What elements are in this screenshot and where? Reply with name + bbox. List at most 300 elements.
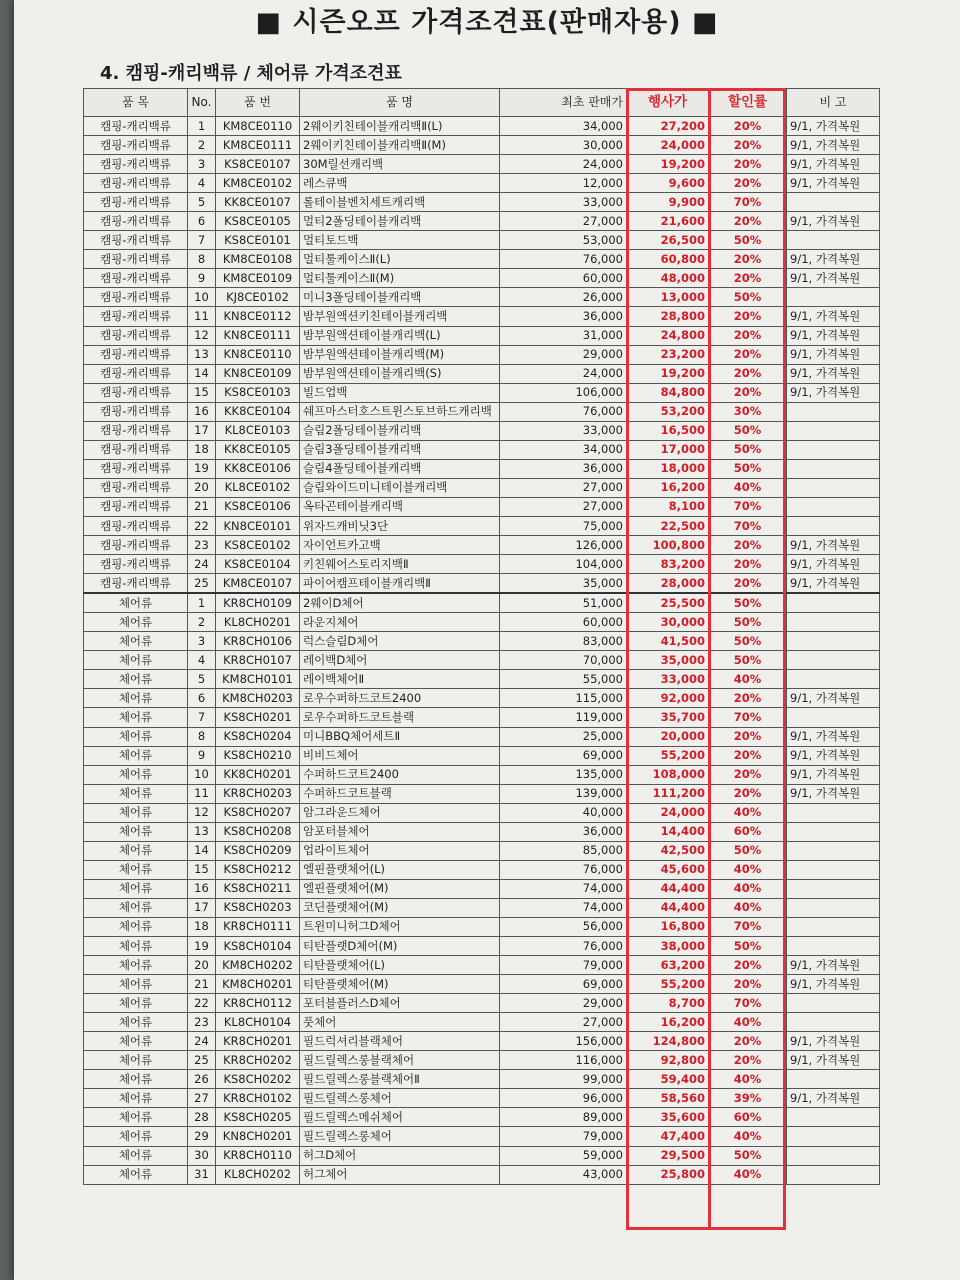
event-price-cell: 44,400 (627, 898, 709, 917)
discount-rate-cell: 40% (709, 1127, 787, 1146)
no-cell: 2 (188, 136, 216, 155)
code-cell: KR8CH0202 (216, 1051, 300, 1070)
code-cell: KS8CH0204 (216, 727, 300, 746)
product-name-cell: 럭스슬림D체어 (300, 632, 500, 651)
discount-rate-cell: 50% (709, 632, 787, 651)
category-cell: 체어류 (84, 1146, 188, 1165)
event-price-cell: 111,200 (627, 784, 709, 803)
product-name-cell: 레이백체어Ⅱ (300, 670, 500, 689)
no-cell: 11 (188, 784, 216, 803)
no-cell: 13 (188, 822, 216, 841)
product-name-cell: 슬림와이드미니테이블캐리백 (300, 478, 500, 497)
code-cell: KL8CE0103 (216, 421, 300, 440)
discount-rate-cell: 20% (709, 250, 787, 269)
product-name-cell: 옥타곤테이블캐리백 (300, 497, 500, 516)
no-cell: 29 (188, 1127, 216, 1146)
note-cell (787, 670, 880, 689)
no-cell: 6 (188, 212, 216, 231)
no-cell: 26 (188, 1070, 216, 1089)
note-cell: 9/1, 가격복원 (787, 555, 880, 574)
code-cell: KS8CH0211 (216, 879, 300, 898)
discount-rate-cell: 50% (709, 1146, 787, 1165)
original-price-cell: 35,000 (500, 574, 627, 594)
event-price-cell: 19,200 (627, 155, 709, 174)
original-price-cell: 69,000 (500, 975, 627, 994)
event-price-cell: 92,800 (627, 1051, 709, 1070)
header-note: 비 고 (787, 89, 880, 117)
code-cell: KM8CE0108 (216, 250, 300, 269)
note-cell: 9/1, 가격복원 (787, 784, 880, 803)
discount-rate-cell: 40% (709, 803, 787, 822)
no-cell: 24 (188, 555, 216, 574)
no-cell: 5 (188, 670, 216, 689)
no-cell: 8 (188, 727, 216, 746)
event-price-cell: 16,200 (627, 478, 709, 497)
original-price-cell: 12,000 (500, 174, 627, 193)
note-cell (787, 593, 880, 613)
code-cell: KK8CE0107 (216, 193, 300, 212)
event-price-cell: 24,000 (627, 136, 709, 155)
original-price-cell: 59,000 (500, 1146, 627, 1165)
header-discount-rate: 할인률 (709, 89, 787, 117)
category-cell: 캠핑-캐리백류 (84, 459, 188, 478)
product-name-cell: 멀티2폴딩테이블캐리백 (300, 212, 500, 231)
note-cell: 9/1, 가격복원 (787, 1051, 880, 1070)
discount-rate-cell: 70% (709, 497, 787, 516)
discount-rate-cell: 39% (709, 1089, 787, 1108)
event-price-cell: 16,800 (627, 917, 709, 936)
code-cell: KS8CE0105 (216, 212, 300, 231)
original-price-cell: 55,000 (500, 670, 627, 689)
original-price-cell: 24,000 (500, 364, 627, 383)
no-cell: 25 (188, 574, 216, 594)
table-row (84, 269, 880, 288)
note-cell (787, 937, 880, 956)
table-row (84, 956, 880, 975)
original-price-cell: 33,000 (500, 193, 627, 212)
note-cell: 9/1, 가격복원 (787, 727, 880, 746)
product-name-cell: 라운지체어 (300, 613, 500, 632)
category-cell: 체어류 (84, 898, 188, 917)
table-row (84, 689, 880, 708)
original-price-cell: 27,000 (500, 212, 627, 231)
no-cell: 13 (188, 345, 216, 364)
code-cell: KM8CE0107 (216, 574, 300, 594)
event-price-cell: 20,000 (627, 727, 709, 746)
product-name-cell: 포터블플러스D체어 (300, 994, 500, 1013)
table-row (84, 364, 880, 383)
discount-rate-cell: 20% (709, 136, 787, 155)
table-row (84, 478, 880, 497)
discount-rate-cell: 20% (709, 555, 787, 574)
discount-rate-cell: 20% (709, 727, 787, 746)
product-name-cell: 허그체어 (300, 1165, 500, 1184)
original-price-cell: 34,000 (500, 117, 627, 136)
code-cell: KS8CH0205 (216, 1108, 300, 1127)
note-cell: 9/1, 가격복원 (787, 1089, 880, 1108)
note-cell (787, 1127, 880, 1146)
code-cell: KM8CE0109 (216, 269, 300, 288)
category-cell: 캠핑-캐리백류 (84, 516, 188, 535)
code-cell: KR8CH0111 (216, 917, 300, 936)
table-row (84, 937, 880, 956)
event-price-cell: 24,800 (627, 326, 709, 345)
product-name-cell: 필드럭셔리블랙체어 (300, 1032, 500, 1051)
discount-rate-cell: 20% (709, 117, 787, 136)
no-cell: 20 (188, 478, 216, 497)
event-price-cell: 100,800 (627, 536, 709, 555)
event-price-cell: 19,200 (627, 364, 709, 383)
category-cell: 체어류 (84, 937, 188, 956)
event-price-cell: 55,200 (627, 746, 709, 765)
discount-rate-cell: 50% (709, 440, 787, 459)
original-price-cell: 106,000 (500, 383, 627, 402)
discount-rate-cell: 50% (709, 841, 787, 860)
event-price-cell: 25,500 (627, 593, 709, 613)
code-cell: KN8CE0112 (216, 307, 300, 326)
original-price-cell: 76,000 (500, 402, 627, 421)
product-name-cell: 멀티툴케이스Ⅱ(M) (300, 269, 500, 288)
event-price-cell: 92,000 (627, 689, 709, 708)
discount-rate-cell: 50% (709, 937, 787, 956)
code-cell: KN8CE0101 (216, 516, 300, 535)
original-price-cell: 99,000 (500, 1070, 627, 1089)
category-cell: 캠핑-캐리백류 (84, 421, 188, 440)
product-name-cell: 미니BBQ체어세트Ⅱ (300, 727, 500, 746)
note-cell (787, 440, 880, 459)
table-row (84, 136, 880, 155)
event-price-cell: 9,900 (627, 193, 709, 212)
product-name-cell: 암그라운드체어 (300, 803, 500, 822)
original-price-cell: 79,000 (500, 1127, 627, 1146)
category-cell: 체어류 (84, 746, 188, 765)
category-cell: 캠핑-캐리백류 (84, 212, 188, 231)
product-name-cell: 로우수퍼하드코트2400 (300, 689, 500, 708)
no-cell: 10 (188, 765, 216, 784)
table-row (84, 841, 880, 860)
discount-rate-cell: 40% (709, 1070, 787, 1089)
table-row (84, 898, 880, 917)
product-name-cell: 2웨이키친테이블캐리백Ⅱ(M) (300, 136, 500, 155)
product-name-cell: 밤부원액션키친테이블캐리백 (300, 307, 500, 326)
no-cell: 9 (188, 269, 216, 288)
event-price-cell: 58,560 (627, 1089, 709, 1108)
product-name-cell: 티탄플랫D체어(M) (300, 937, 500, 956)
product-name-cell: 업라이트체어 (300, 841, 500, 860)
event-price-cell: 47,400 (627, 1127, 709, 1146)
event-price-cell: 28,000 (627, 574, 709, 594)
table-row (84, 288, 880, 307)
note-cell: 9/1, 가격복원 (787, 383, 880, 402)
category-cell: 캠핑-캐리백류 (84, 269, 188, 288)
code-cell: KR8CH0106 (216, 632, 300, 651)
note-cell: 9/1, 가격복원 (787, 689, 880, 708)
event-price-cell: 35,000 (627, 651, 709, 670)
category-cell: 체어류 (84, 994, 188, 1013)
original-price-cell: 29,000 (500, 345, 627, 364)
product-name-cell: 수퍼하드코트2400 (300, 765, 500, 784)
event-price-cell: 83,200 (627, 555, 709, 574)
original-price-cell: 24,000 (500, 155, 627, 174)
original-price-cell: 25,000 (500, 727, 627, 746)
note-cell (787, 917, 880, 936)
code-cell: KL8CH0202 (216, 1165, 300, 1184)
no-cell: 14 (188, 841, 216, 860)
code-cell: KS8CH0209 (216, 841, 300, 860)
event-price-cell: 38,000 (627, 937, 709, 956)
event-price-cell: 21,600 (627, 212, 709, 231)
category-cell: 캠핑-캐리백류 (84, 250, 188, 269)
table-row (84, 497, 880, 516)
note-cell: 9/1, 가격복원 (787, 1032, 880, 1051)
product-name-cell: 로우수퍼하드코트블랙 (300, 708, 500, 727)
original-price-cell: 51,000 (500, 593, 627, 613)
code-cell: KL8CE0102 (216, 478, 300, 497)
original-price-cell: 53,000 (500, 231, 627, 250)
discount-rate-cell: 20% (709, 975, 787, 994)
note-cell: 9/1, 가격복원 (787, 765, 880, 784)
event-price-cell: 53,200 (627, 402, 709, 421)
discount-rate-cell: 20% (709, 212, 787, 231)
category-cell: 캠핑-캐리백류 (84, 497, 188, 516)
category-cell: 체어류 (84, 784, 188, 803)
original-price-cell: 116,000 (500, 1051, 627, 1070)
discount-rate-cell: 50% (709, 459, 787, 478)
category-cell: 체어류 (84, 1051, 188, 1070)
code-cell: KL8CH0201 (216, 613, 300, 632)
table-row (84, 613, 880, 632)
discount-rate-cell: 20% (709, 765, 787, 784)
code-cell: KM8CH0203 (216, 689, 300, 708)
code-cell: KN8CE0110 (216, 345, 300, 364)
event-price-cell: 30,000 (627, 613, 709, 632)
table-row (84, 917, 880, 936)
no-cell: 4 (188, 651, 216, 670)
code-cell: KS8CE0101 (216, 231, 300, 250)
original-price-cell: 30,000 (500, 136, 627, 155)
product-name-cell: 비비드체어 (300, 746, 500, 765)
product-name-cell: 코딘플랫체어(M) (300, 898, 500, 917)
code-cell: KR8CH0203 (216, 784, 300, 803)
table-row (84, 555, 880, 574)
event-price-cell: 26,500 (627, 231, 709, 250)
note-cell (787, 994, 880, 1013)
category-cell: 캠핑-캐리백류 (84, 383, 188, 402)
category-cell: 캠핑-캐리백류 (84, 174, 188, 193)
event-price-cell: 44,400 (627, 879, 709, 898)
original-price-cell: 75,000 (500, 516, 627, 535)
note-cell (787, 478, 880, 497)
event-price-cell: 41,500 (627, 632, 709, 651)
table-row (84, 1108, 880, 1127)
original-price-cell: 119,000 (500, 708, 627, 727)
code-cell: KR8CH0112 (216, 994, 300, 1013)
table-row (84, 440, 880, 459)
discount-rate-cell: 70% (709, 516, 787, 535)
table-row (84, 574, 880, 594)
note-cell (787, 632, 880, 651)
product-name-cell: 밤부원액션테이블캐리백(M) (300, 345, 500, 364)
discount-rate-cell: 20% (709, 746, 787, 765)
no-cell: 9 (188, 746, 216, 765)
code-cell: KS8CE0104 (216, 555, 300, 574)
discount-rate-cell: 40% (709, 860, 787, 879)
note-cell: 9/1, 가격복원 (787, 956, 880, 975)
event-price-cell: 28,800 (627, 307, 709, 326)
category-cell: 체어류 (84, 1108, 188, 1127)
discount-rate-cell: 40% (709, 898, 787, 917)
event-price-cell: 8,100 (627, 497, 709, 516)
code-cell: KM8CH0202 (216, 956, 300, 975)
note-cell: 9/1, 가격복원 (787, 250, 880, 269)
table-row (84, 1127, 880, 1146)
category-cell: 체어류 (84, 1127, 188, 1146)
discount-rate-cell: 50% (709, 651, 787, 670)
product-name-cell: 풋체어 (300, 1013, 500, 1032)
product-name-cell: 슬림2폴딩테이블캐리백 (300, 421, 500, 440)
no-cell: 8 (188, 250, 216, 269)
table-row (84, 212, 880, 231)
original-price-cell: 33,000 (500, 421, 627, 440)
original-price-cell: 40,000 (500, 803, 627, 822)
category-cell: 체어류 (84, 632, 188, 651)
table-row (84, 727, 880, 746)
event-price-cell: 27,200 (627, 117, 709, 136)
table-body (84, 117, 880, 1185)
note-cell (787, 613, 880, 632)
code-cell: KS8CH0203 (216, 898, 300, 917)
product-name-cell: 엘핀플랫체어(M) (300, 879, 500, 898)
original-price-cell: 34,000 (500, 440, 627, 459)
note-cell: 9/1, 가격복원 (787, 136, 880, 155)
event-price-cell: 42,500 (627, 841, 709, 860)
discount-rate-cell: 40% (709, 1165, 787, 1184)
original-price-cell: 76,000 (500, 250, 627, 269)
note-cell (787, 841, 880, 860)
table-row (84, 860, 880, 879)
original-price-cell: 85,000 (500, 841, 627, 860)
category-cell: 캠핑-캐리백류 (84, 193, 188, 212)
product-name-cell: 레이백D체어 (300, 651, 500, 670)
note-cell (787, 459, 880, 478)
original-price-cell: 27,000 (500, 1013, 627, 1032)
table-row (84, 326, 880, 345)
no-cell: 17 (188, 421, 216, 440)
no-cell: 22 (188, 516, 216, 535)
category-cell: 체어류 (84, 841, 188, 860)
original-price-cell: 27,000 (500, 478, 627, 497)
table-row (84, 307, 880, 326)
no-cell: 5 (188, 193, 216, 212)
header-no: No. (188, 89, 216, 117)
product-name-cell: 필드릴렉스롱블랙체어Ⅱ (300, 1070, 500, 1089)
discount-rate-cell: 20% (709, 364, 787, 383)
discount-rate-cell: 40% (709, 879, 787, 898)
note-cell: 9/1, 가격복원 (787, 364, 880, 383)
category-cell: 체어류 (84, 803, 188, 822)
code-cell: KR8CH0201 (216, 1032, 300, 1051)
note-cell (787, 421, 880, 440)
code-cell: KS8CH0210 (216, 746, 300, 765)
event-price-cell: 124,800 (627, 1032, 709, 1051)
no-cell: 23 (188, 536, 216, 555)
original-price-cell: 36,000 (500, 822, 627, 841)
table-row (84, 994, 880, 1013)
event-price-cell: 60,800 (627, 250, 709, 269)
category-cell: 캠핑-캐리백류 (84, 402, 188, 421)
discount-rate-cell: 20% (709, 383, 787, 402)
table-row (84, 174, 880, 193)
table-row (84, 345, 880, 364)
category-cell: 캠핑-캐리백류 (84, 288, 188, 307)
original-price-cell: 89,000 (500, 1108, 627, 1127)
original-price-cell: 31,000 (500, 326, 627, 345)
code-cell: KM8CE0111 (216, 136, 300, 155)
section-title: 4. 캠핑-캐리백류 / 체어류 가격조견표 (100, 63, 402, 84)
header-event-price: 행사가 (627, 89, 709, 117)
original-price-cell: 76,000 (500, 937, 627, 956)
note-cell (787, 822, 880, 841)
no-cell: 22 (188, 994, 216, 1013)
category-cell: 체어류 (84, 822, 188, 841)
no-cell: 18 (188, 917, 216, 936)
note-cell: 9/1, 가격복원 (787, 326, 880, 345)
no-cell: 18 (188, 440, 216, 459)
category-cell: 체어류 (84, 956, 188, 975)
header-original-price: 최초 판매가 (500, 89, 627, 117)
table-header-row (84, 89, 880, 117)
note-cell: 9/1, 가격복원 (787, 155, 880, 174)
no-cell: 1 (188, 117, 216, 136)
event-price-cell: 29,500 (627, 1146, 709, 1165)
code-cell: KK8CE0106 (216, 459, 300, 478)
discount-rate-cell: 50% (709, 593, 787, 613)
event-price-cell: 33,000 (627, 670, 709, 689)
event-price-cell: 14,400 (627, 822, 709, 841)
note-cell: 9/1, 가격복원 (787, 975, 880, 994)
product-name-cell: 트윈미니허그D체어 (300, 917, 500, 936)
note-cell (787, 288, 880, 307)
discount-rate-cell: 60% (709, 822, 787, 841)
event-price-cell: 22,500 (627, 516, 709, 535)
category-cell: 캠핑-캐리백류 (84, 440, 188, 459)
no-cell: 20 (188, 956, 216, 975)
code-cell: KS8CH0104 (216, 937, 300, 956)
product-name-cell: 키친웨어스토리지백Ⅱ (300, 555, 500, 574)
table-row (84, 536, 880, 555)
code-cell: KS8CE0102 (216, 536, 300, 555)
event-price-cell: 23,200 (627, 345, 709, 364)
table-row (84, 250, 880, 269)
event-price-cell: 55,200 (627, 975, 709, 994)
category-cell: 체어류 (84, 1013, 188, 1032)
note-cell (787, 1165, 880, 1184)
code-cell: KN8CE0111 (216, 326, 300, 345)
category-cell: 체어류 (84, 917, 188, 936)
original-price-cell: 43,000 (500, 1165, 627, 1184)
original-price-cell: 26,000 (500, 288, 627, 307)
category-cell: 캠핑-캐리백류 (84, 555, 188, 574)
note-cell (787, 1146, 880, 1165)
note-cell (787, 879, 880, 898)
discount-rate-cell: 50% (709, 231, 787, 250)
original-price-cell: 115,000 (500, 689, 627, 708)
category-cell: 캠핑-캐리백류 (84, 574, 188, 594)
category-cell: 체어류 (84, 879, 188, 898)
table-row (84, 975, 880, 994)
discount-rate-cell: 60% (709, 1108, 787, 1127)
no-cell: 16 (188, 879, 216, 898)
